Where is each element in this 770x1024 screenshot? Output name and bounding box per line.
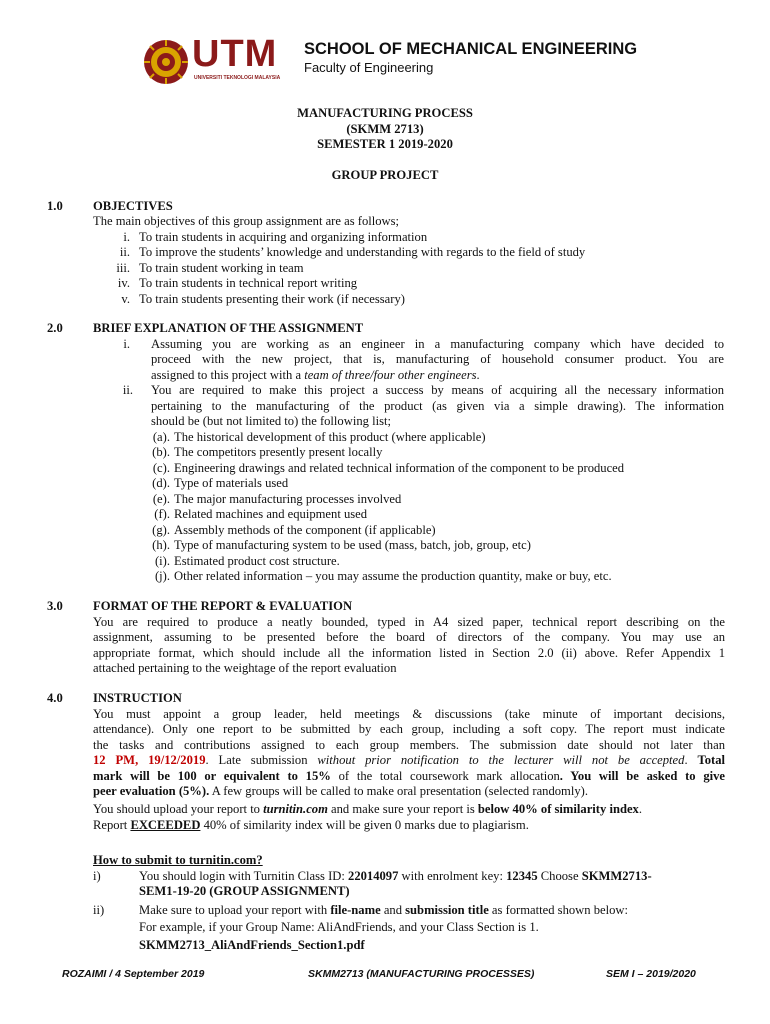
list-marker: v. (121, 292, 130, 306)
list-marker: ii) (93, 903, 105, 917)
footer-course: SKMM2713 (MANUFACTURING PROCESSES) (308, 968, 535, 980)
section-number: 3.0 (47, 599, 63, 613)
section-title: INSTRUCTION (93, 691, 182, 705)
list-item: To train students in acquiring and organizing information (139, 230, 428, 244)
example-filename: SKMM2713_AliAndFriends_Section1.pdf (139, 938, 365, 952)
paragraph-line: You are required to make this project a success by means of acquiring all the necessary information (151, 383, 724, 397)
utm-crest-icon (140, 38, 192, 86)
list-marker: (a). (152, 430, 170, 444)
list-marker: (j). (154, 569, 170, 583)
paragraph-line: should be (but not limited to) the following list; (151, 414, 391, 428)
paragraph-line: assigned to this project with a team of three/four other engineers. (151, 368, 480, 382)
list-marker: (f). (154, 507, 170, 521)
list-marker: iii. (116, 261, 130, 275)
list-item: To improve the students’ knowledge and understanding with regards to the field of study (139, 245, 586, 259)
list-item: Type of manufacturing system to be used (mass, batch, job, group, etc) (174, 538, 531, 552)
section-title: OBJECTIVES (93, 199, 173, 213)
paragraph-line: You are required to produce a neatly bounded, typed in A4 sized paper, technical report describing on the (93, 615, 725, 629)
paragraph-line: For example, if your Group Name: AliAndFriends, and your Class Section is 1. (139, 920, 539, 934)
list-marker: i) (93, 869, 101, 883)
list-marker: i. (123, 337, 130, 351)
list-marker: ii. (122, 383, 133, 397)
logo-subtitle: UNIVERSITI TEKNOLOGI MALAYSIA (194, 75, 281, 81)
paragraph-line: pertaining to the manufacturing of the product (as given via a simple drawing). The information (151, 399, 724, 413)
deadline: 12 PM, 19/12/2019 (93, 753, 206, 767)
paragraph-line: attached pertaining to the weightage of the report evaluation (93, 661, 397, 675)
paragraph-line: Make sure to upload your report with file-name and submission title as formatted shown below: (139, 903, 628, 917)
semester: SEMESTER 1 2019-2020 (317, 137, 453, 151)
list-item: The competitors presently present locally (174, 445, 383, 459)
footer-author: ROZAIMI / 4 September 2019 (62, 968, 205, 980)
list-marker: (c). (152, 461, 170, 475)
list-marker: (h). (152, 538, 170, 552)
paragraph-line: You should upload your report to turnitin.com and make sure your report is below 40% of similarity index. (93, 802, 642, 816)
paragraph-line: assignment, assuming to be presented before the board of directors of the company. You may use an (93, 630, 725, 644)
paragraph-line: You should login with Turnitin Class ID: 22014097 with enrolment key: 12345 Choose SKMM2713- (139, 869, 652, 883)
class-id: 22014097 (348, 869, 399, 883)
school-name: SCHOOL OF MECHANICAL ENGINEERING (304, 40, 638, 58)
list-item: Assembly methods of the component (if applicable) (174, 523, 436, 537)
paragraph-line: peer evaluation (5%). A few groups will be called to make oral presentation (selected randomly). (93, 784, 588, 798)
list-item: Related machines and equipment used (174, 507, 368, 521)
section-number: 1.0 (47, 199, 63, 213)
list-marker: (e). (152, 492, 170, 506)
objectives-intro: The main objectives of this group assignment are as follows; (93, 214, 400, 228)
turnitin-link[interactable]: turnitin.com (263, 802, 328, 816)
logo-text: UTM (192, 33, 278, 75)
how-to-submit-heading: How to submit to turnitin.com? (93, 853, 263, 867)
faculty-name: Faculty of Engineering (304, 60, 434, 75)
list-marker: (b). (152, 445, 170, 459)
paragraph-line: attendance). Only one report to be submitted by each group, including a soft copy. The report must indicate (93, 722, 725, 736)
list-marker: ii. (119, 245, 130, 259)
enrolment-key: 12345 (506, 869, 538, 883)
list-marker: iv. (117, 276, 130, 290)
list-item: To train students in technical report writing (139, 276, 358, 290)
course-title: MANUFACTURING PROCESS (297, 106, 473, 120)
section-number: 2.0 (47, 321, 63, 335)
list-marker: i. (123, 230, 130, 244)
list-marker: (d). (152, 476, 170, 490)
paragraph-line: Report EXCEEDED 40% of similarity index will be given 0 marks due to plagiarism. (93, 818, 529, 832)
project-title: GROUP PROJECT (331, 168, 439, 182)
paragraph-line: proceed with the new project, that is, manufacturing of household consumer product. You are (151, 352, 724, 366)
list-marker: (i). (154, 554, 170, 568)
list-item: The historical development of this product (where applicable) (174, 430, 486, 444)
paragraph-line: You must appoint a group leader, held meetings & discussions (take minute of important decisions, (93, 707, 725, 721)
list-item: Engineering drawings and related technical information of the component to be produced (174, 461, 625, 475)
list-item: Other related information – you may assume the production quantity, make or buy, etc. (174, 569, 612, 583)
class-name: SEM1-19-20 (GROUP ASSIGNMENT) (139, 884, 350, 898)
paragraph-line: mark will be 100 or equivalent to 15% of the total coursework mark allocation. You will be asked to give (93, 769, 726, 783)
section-number: 4.0 (47, 691, 63, 705)
paragraph-line: 12 PM, 19/12/2019. Late submission without prior notification to the lecturer will not be accepted. Total (93, 753, 726, 767)
section-title: FORMAT OF THE REPORT & EVALUATION (93, 599, 353, 613)
paragraph-line: the tasks and contributions assigned to each group members. The submission date should not later than (93, 738, 725, 752)
list-item: To train students presenting their work (if necessary) (139, 292, 405, 306)
list-item: Type of materials used (174, 476, 289, 490)
list-item: To train student working in team (139, 261, 304, 275)
footer-semester: SEM I – 2019/2020 (606, 968, 696, 980)
list-marker: (g). (152, 523, 170, 537)
paragraph-line: appropriate format, which should include all the information listed in Section 2.0 (ii) above. Refer Appendix 1 (93, 646, 725, 660)
paragraph-line: Assuming you are working as an engineer in a manufacturing company which have decided to (151, 337, 724, 351)
list-item: The major manufacturing processes involved (174, 492, 402, 506)
course-code: (SKMM 2713) (346, 122, 424, 136)
list-item: Estimated product cost structure. (174, 554, 340, 568)
section-title: BRIEF EXPLANATION OF THE ASSIGNMENT (93, 321, 364, 335)
